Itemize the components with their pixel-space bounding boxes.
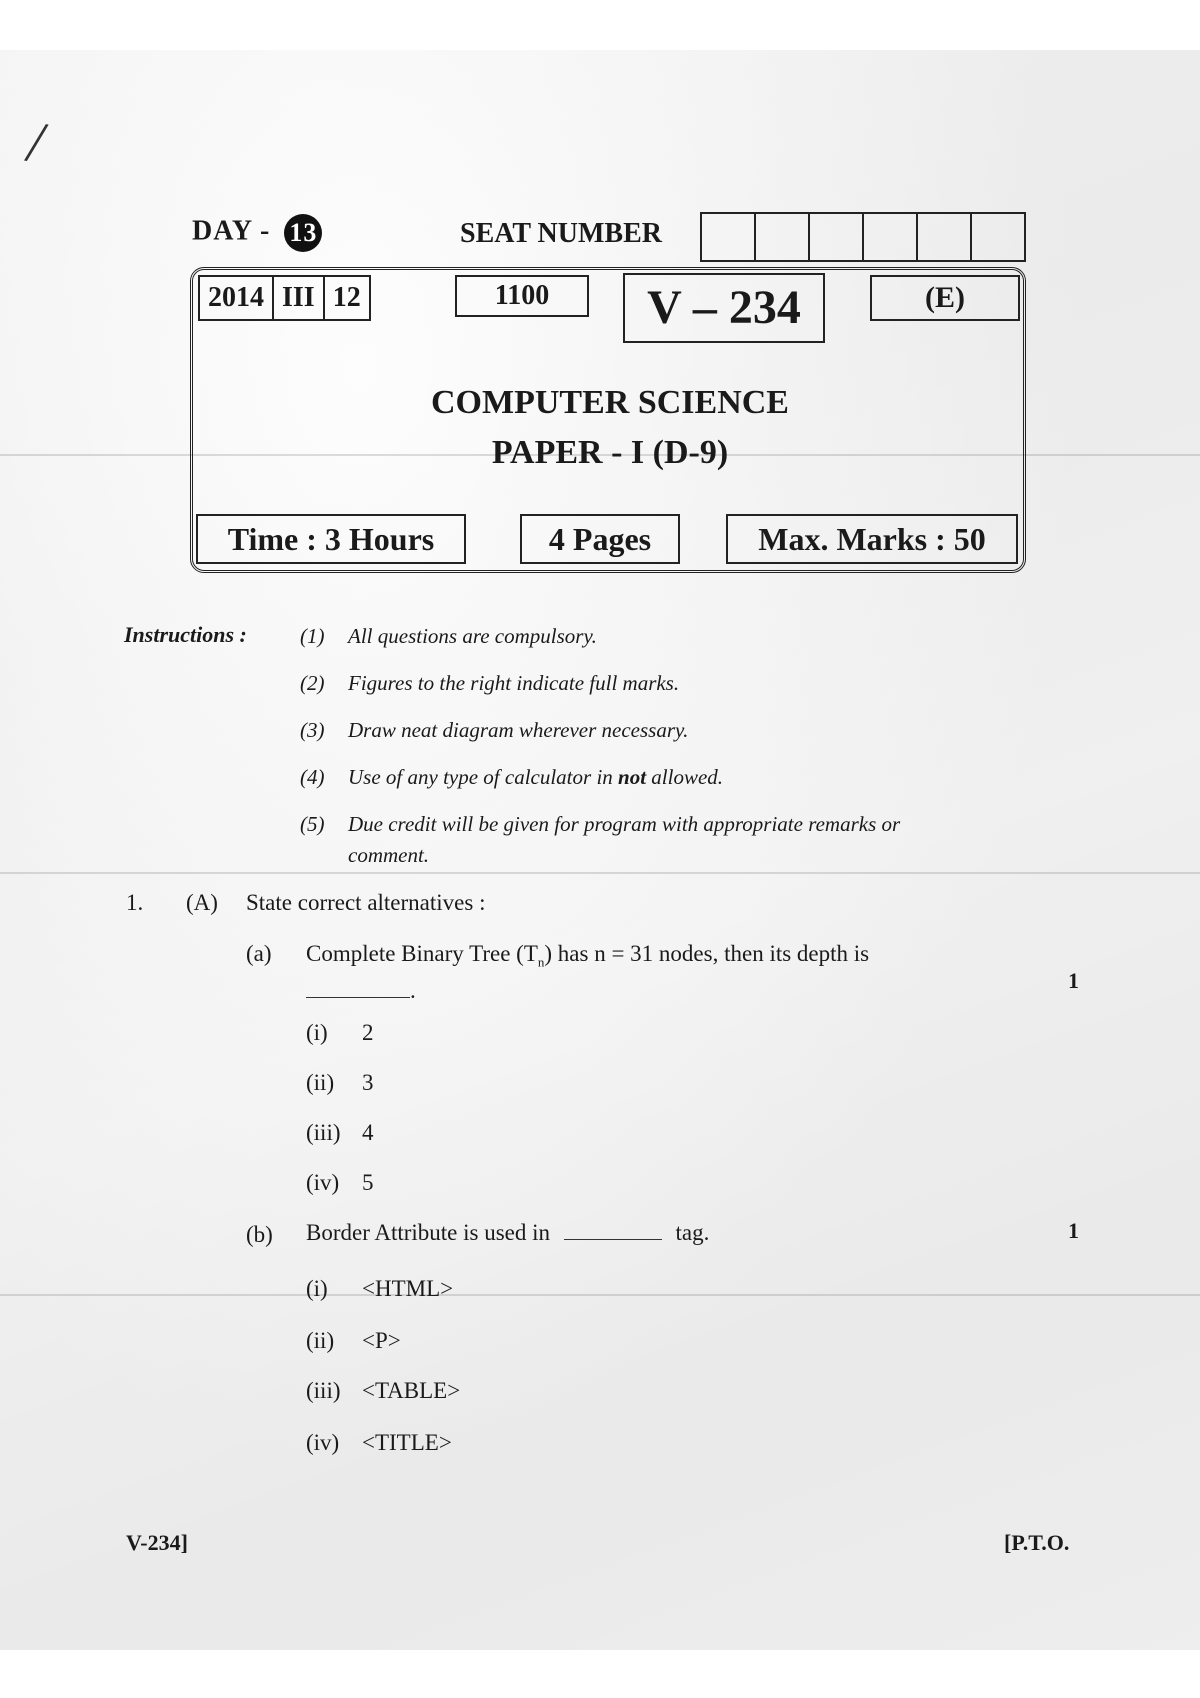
max-marks-box: Max. Marks : 50: [726, 514, 1018, 564]
seat-box: [972, 214, 1024, 260]
option-item: [306, 1070, 374, 1096]
seat-number-boxes: [700, 212, 1026, 262]
instruction-number: (1): [300, 624, 325, 648]
option-number: (ii): [306, 1328, 335, 1353]
handwritten-mark: /: [21, 107, 52, 177]
subquestion-a-text: [306, 941, 869, 971]
option-text: <P>: [362, 1328, 401, 1353]
option-text: <HTML>: [362, 1276, 454, 1301]
code-month: III: [272, 275, 323, 321]
time-box: Time : 3 Hours: [196, 514, 466, 564]
subquestion-a-text-post: ) has n = 31 nodes, then its depth is: [544, 941, 870, 966]
instruction-item: [300, 671, 679, 696]
subquestion-label-b: (b): [246, 1222, 273, 1247]
seat-box: [702, 214, 756, 260]
option-number: (iv): [306, 1170, 340, 1195]
option-text: 2: [362, 1020, 374, 1045]
question-number: 1.: [126, 890, 144, 915]
pages-box: 4 Pages: [520, 514, 680, 564]
page-footer-code: V-234]: [126, 1530, 188, 1555]
medium-box: (E): [870, 275, 1020, 321]
seat-box: [918, 214, 972, 260]
option-text: 3: [362, 1070, 374, 1095]
paper-crease: [0, 1294, 1200, 1296]
subquestion-b-text: [306, 1220, 709, 1246]
day-text: DAY -: [192, 215, 271, 247]
option-number: (iii): [306, 1120, 341, 1145]
option-number: (i): [306, 1276, 328, 1301]
instruction-emphasis: not: [618, 765, 647, 789]
marks-a: 1: [1068, 968, 1079, 993]
page-footer-pto: [P.T.O.: [1004, 1530, 1070, 1555]
instruction-text: Figures to the right indicate full marks.: [348, 671, 680, 695]
option-item: [306, 1276, 453, 1302]
exam-code-row: [198, 275, 371, 321]
option-item: [306, 1170, 374, 1196]
option-text: 4: [362, 1120, 374, 1145]
seat-box: [756, 214, 810, 260]
answer-blank: [564, 1221, 662, 1240]
paper-crease: [0, 872, 1200, 874]
option-item: [306, 1430, 452, 1456]
paper-code-box: V – 234: [623, 273, 825, 343]
instruction-number: (5): [300, 812, 325, 836]
option-item: [306, 1378, 460, 1404]
instruction-item: [300, 624, 597, 649]
answer-blank: .: [306, 978, 416, 1004]
option-text: <TITLE>: [362, 1430, 452, 1455]
option-item: [306, 1120, 374, 1146]
time-code-box: 1100: [455, 275, 589, 317]
subject-title: COMPUTER SCIENCE: [431, 384, 789, 421]
instruction-continuation: comment.: [348, 843, 430, 867]
subquestion-b-text-pre: Border Attribute is used in: [306, 1220, 551, 1245]
subquestion-a-text-pre: Complete Binary Tree (T: [306, 941, 538, 966]
seat-box: [864, 214, 918, 260]
marks-b: 1: [1068, 1218, 1079, 1243]
day-label: [192, 214, 322, 252]
subscript: n: [537, 954, 545, 970]
instruction-item: [300, 812, 1080, 837]
question-part: (A): [186, 890, 218, 915]
instruction-text: Draw neat diagram wherever necessary.: [348, 718, 689, 742]
option-item: [306, 1328, 401, 1354]
paper-title: PAPER - I (D-9): [491, 434, 729, 471]
instruction-text: Due credit will be given for program with appropriate remarks or: [348, 812, 901, 836]
day-number-badge: 13: [284, 214, 322, 252]
option-number: (ii): [306, 1070, 335, 1095]
option-number: (iv): [306, 1430, 340, 1455]
seat-box: [810, 214, 864, 260]
seat-number-label: SEAT NUMBER: [460, 218, 663, 249]
code-year: 2014: [198, 275, 272, 321]
instruction-text-tail: allowed.: [651, 765, 724, 789]
instruction-item: [300, 718, 688, 743]
instruction-number: (3): [300, 718, 325, 742]
option-number: (i): [306, 1020, 328, 1045]
option-text: <TABLE>: [362, 1378, 461, 1403]
instruction-number: (4): [300, 765, 325, 789]
subquestion-label-a: (a): [246, 941, 272, 966]
option-item: [306, 1020, 374, 1046]
instruction-number: (2): [300, 671, 325, 695]
question-title: State correct alternatives :: [246, 890, 486, 915]
subquestion-b-text-post: tag.: [675, 1220, 710, 1245]
option-text: 5: [362, 1170, 374, 1195]
option-number: (iii): [306, 1378, 341, 1403]
instruction-text: All questions are compulsory.: [348, 624, 597, 648]
code-day: 12: [323, 275, 371, 321]
instruction-text: Use of any type of calculator in: [348, 765, 613, 789]
instruction-item: [300, 765, 723, 790]
instructions-label: Instructions :: [124, 622, 247, 647]
